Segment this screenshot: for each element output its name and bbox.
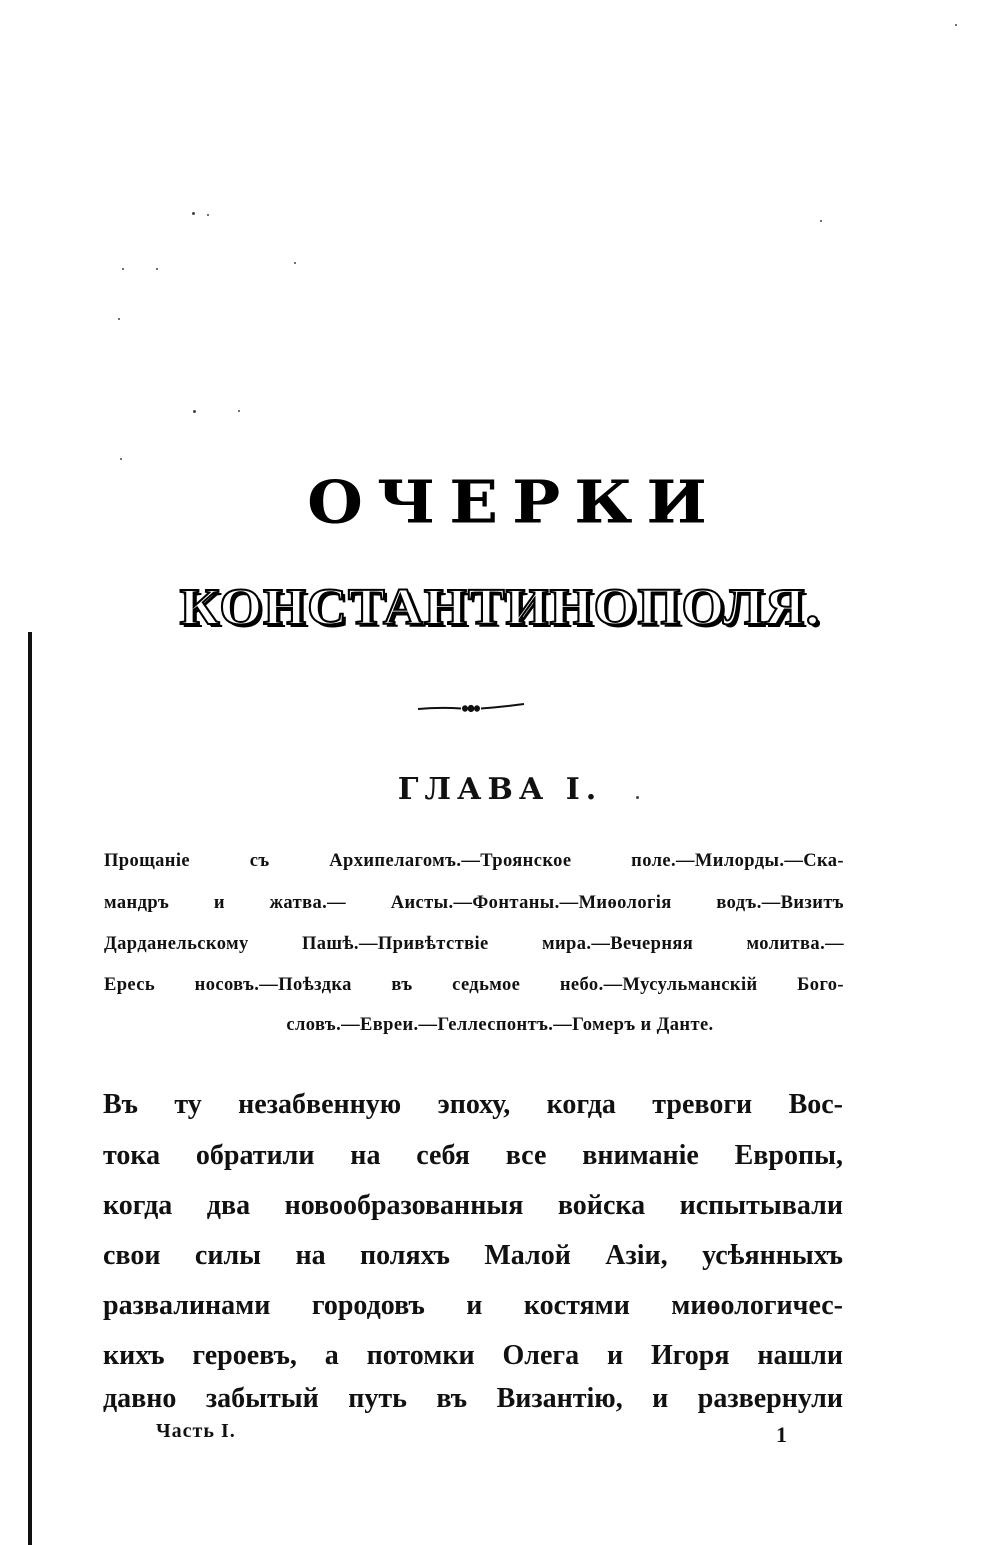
body-line: кихъ героевъ, а потомки Олега и Игоря нашли [103, 1340, 843, 1371]
ornament-rule-icon [416, 696, 526, 720]
summary-line: мандръ и жатва.— Аисты.—Фонтаны.—Миөологiя водъ.—Визитъ [104, 893, 844, 913]
speck [238, 410, 240, 412]
summary-line: Ересь носовъ.—Поѣздка въ седьмое небо.—Мусульманскiй Бого- [104, 975, 844, 995]
speck [193, 410, 196, 413]
summary-line: Дарданельскому Пашѣ.—Привѣтствiе мира.—Вечерняя молитва.— [104, 934, 844, 954]
speck [294, 262, 296, 264]
speck [118, 318, 120, 320]
body-line: давно забытый путь въ Византiю, и развернули [103, 1383, 843, 1414]
binding-edge-line [28, 632, 32, 1545]
body-line: Въ ту незабвенную эпоху, когда тревоги Вос- [103, 1089, 843, 1120]
speck [207, 214, 209, 216]
speck [120, 458, 122, 460]
summary-line: словъ.—Евреи.—Геллеспонтъ.—Гомеръ и Данте. [286, 1015, 714, 1035]
body-line: когда два новообразованныя войска испытывали [103, 1190, 843, 1221]
speck [955, 24, 957, 26]
page-number: 1 [776, 1422, 787, 1447]
chapter-heading: ГЛАВА I. [397, 772, 603, 807]
book-subtitle: КОНСТАНТИНОПОЛЯ. [179, 579, 821, 636]
speck [820, 220, 822, 222]
body-line: развалинами городовъ и костями миөологичес- [103, 1290, 843, 1321]
speck [156, 268, 158, 270]
signature-mark: Часть I. [156, 1420, 236, 1442]
body-line: тока обратили на себя все вниманiе Европы, [103, 1140, 843, 1171]
book-title: ОЧЕРКИ [307, 468, 721, 537]
speck [192, 212, 195, 215]
body-line: свои силы на поляхъ Малой Азiи, усѣянныхъ [103, 1240, 843, 1271]
speck [122, 268, 124, 270]
summary-line: Прощанiе съ Архипелагомъ.—Троянское поле.—Милорды.—Ска- [104, 851, 844, 871]
